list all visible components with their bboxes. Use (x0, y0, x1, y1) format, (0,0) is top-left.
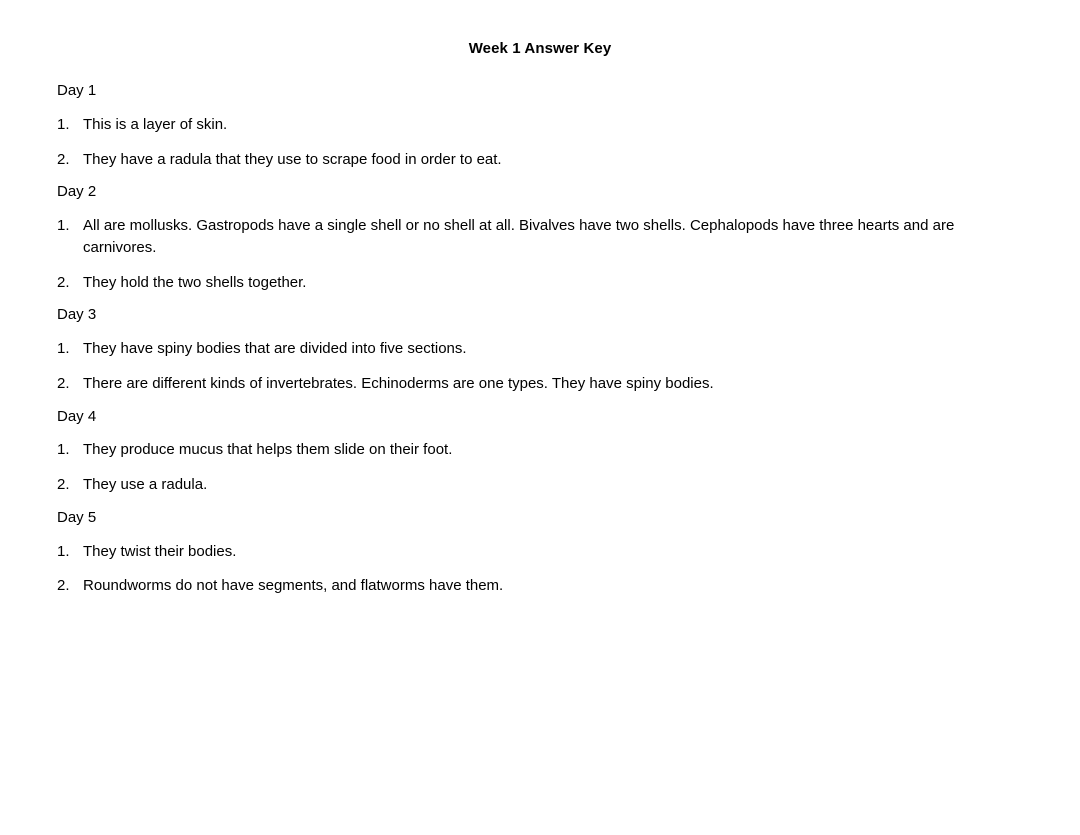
answer-text: This is a layer of skin. (83, 115, 228, 133)
answer-number: 1. (57, 542, 70, 560)
answer-item (57, 366, 1028, 401)
section-heading-day-2: Day 2 (57, 183, 97, 201)
section-heading-day-4: Day 4 (57, 407, 97, 425)
answer-number: 2. (57, 476, 70, 493)
answer-item (57, 265, 1028, 300)
answer-number: 1. (57, 115, 70, 133)
answer-text: They have spiny bodies that are divided into five sections. (83, 340, 467, 357)
answer-item (57, 142, 1028, 177)
answer-number: 1. (57, 340, 70, 357)
answer-text: They produce mucus that helps them slide on their foot. (83, 441, 453, 459)
answer-item (57, 208, 1028, 265)
answer-number: 1. (57, 441, 70, 459)
answer-text: There are different kinds of invertebrates. Echinoderms are one types. They have spiny bodies. (83, 374, 714, 392)
answer-number: 2. (57, 150, 70, 168)
answer-text: They hold the two shells together. (83, 273, 307, 291)
answer-text: All are mollusks. Gastropods have a single shell or no shell at all. Bivalves have two shells. Cephalopods have three hearts and are carnivores. (83, 217, 955, 256)
answer-item (57, 534, 1028, 569)
answer-item (57, 432, 1028, 467)
answer-item (57, 107, 1028, 142)
answer-item (57, 331, 1028, 366)
answer-item (57, 467, 1028, 502)
section-heading-day-5: Day 5 (57, 508, 97, 526)
answer-number: 1. (57, 217, 70, 234)
answer-number: 2. (57, 273, 70, 291)
answer-text: They have a radula that they use to scrape food in order to eat. (83, 150, 502, 168)
section-heading-day-1: Day 1 (57, 82, 97, 99)
page-title: Week 1 Answer Key (468, 40, 612, 57)
answer-text: Roundworms do not have segments, and flatworms have them. (83, 577, 504, 595)
document-body (57, 57, 1028, 603)
answer-number: 2. (57, 577, 70, 595)
answer-number: 2. (57, 374, 70, 392)
answer-text: They twist their bodies. (83, 542, 237, 560)
answer-text: They use a radula. (83, 476, 208, 493)
section-heading-day-3: Day 3 (57, 306, 97, 324)
answer-item (57, 568, 1028, 603)
